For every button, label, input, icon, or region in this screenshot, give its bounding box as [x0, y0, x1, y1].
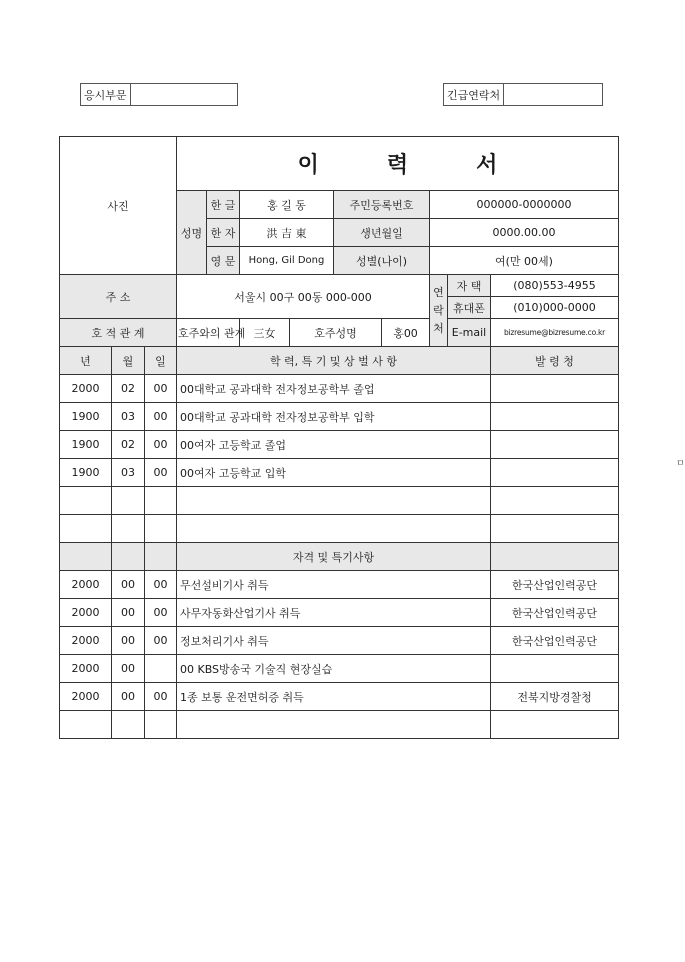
row-day: 00	[145, 403, 177, 431]
day-column-header: 일	[145, 347, 177, 375]
home-phone-label: 자 택	[448, 275, 491, 297]
row-description: 00 KBS방송국 기술직 현장실습	[177, 655, 491, 683]
address-label: 주 소	[60, 275, 177, 319]
row-month: 02	[112, 431, 145, 459]
mobile-phone-value: (010)000-0000	[491, 297, 619, 319]
table-row	[60, 655, 619, 683]
table-row	[60, 683, 619, 711]
english-name-value: Hong, Gil Dong	[240, 247, 334, 275]
row-month: 00	[112, 571, 145, 599]
emergency-contact-label: 긴급연락처	[444, 84, 504, 105]
rrn-label: 주민등록번호	[334, 191, 430, 219]
row-day: 00	[145, 459, 177, 487]
table-row	[60, 487, 112, 515]
row-month: 00	[112, 599, 145, 627]
edge-mark: ㅁ	[676, 459, 685, 469]
table-row	[60, 711, 112, 739]
head-relation-label: 호주와의 관계	[177, 319, 240, 347]
table-row	[60, 459, 619, 487]
resume-table	[59, 136, 619, 739]
table-row	[60, 599, 619, 627]
row-day: 00	[145, 627, 177, 655]
hangul-name-value: 홍 길 동	[240, 191, 334, 219]
table-row	[60, 431, 619, 459]
row-year: 1900	[60, 459, 112, 487]
education-column-header: 학 력, 특 기 및 상 벌 사 항	[177, 347, 491, 375]
table-row	[60, 375, 619, 403]
contact-label: 연 락 처	[430, 275, 448, 347]
qualifications-header: 자격 및 특기사항	[177, 543, 491, 571]
row-description: 정보처리기사 취득	[177, 627, 491, 655]
head-name-value: 홍00	[382, 319, 430, 347]
row-day: 00	[145, 431, 177, 459]
row-issuer: 한국산업인력공단	[491, 599, 619, 627]
row-issuer	[491, 431, 619, 459]
application-field-value[interactable]	[131, 84, 237, 105]
home-phone-value: (080)553-4955	[491, 275, 619, 297]
birth-date-label: 생년월일	[334, 219, 430, 247]
english-name-label: 영 문	[207, 247, 240, 275]
table-row	[60, 627, 619, 655]
row-day: 00	[145, 599, 177, 627]
row-day: 00	[145, 375, 177, 403]
row-description: 00여자 고등학교 졸업	[177, 431, 491, 459]
row-year: 2000	[60, 655, 112, 683]
row-issuer	[491, 655, 619, 683]
issuer-column-header: 발 령 청	[491, 347, 619, 375]
row-description: 00여자 고등학교 입학	[177, 459, 491, 487]
family-relation-label: 호 적 관 계	[60, 319, 177, 347]
row-year: 2000	[60, 627, 112, 655]
hanja-name-label: 한 자	[207, 219, 240, 247]
mobile-phone-label: 휴대폰	[448, 297, 491, 319]
row-month: 02	[112, 375, 145, 403]
row-issuer: 한국산업인력공단	[491, 571, 619, 599]
row-description: 1종 보통 운전면허증 취득	[177, 683, 491, 711]
row-issuer: 전북지방경찰청	[491, 683, 619, 711]
rrn-value: 000000-0000000	[430, 191, 619, 219]
row-issuer: 한국산업인력공단	[491, 627, 619, 655]
table-row	[60, 515, 112, 543]
row-issuer	[491, 403, 619, 431]
name-section-label: 성명	[177, 191, 207, 275]
emergency-contact-value[interactable]	[504, 84, 602, 105]
row-day	[145, 655, 177, 683]
row-month: 03	[112, 459, 145, 487]
row-month: 00	[112, 683, 145, 711]
row-day: 00	[145, 571, 177, 599]
row-month: 00	[112, 627, 145, 655]
row-year: 2000	[60, 599, 112, 627]
application-field-label: 응시부문	[81, 84, 131, 105]
hanja-name-value: 洪 吉 東	[240, 219, 334, 247]
gender-age-label: 성별(나이)	[334, 247, 430, 275]
row-description: 00대학교 공과대학 전자정보공학부 졸업	[177, 375, 491, 403]
row-year: 1900	[60, 431, 112, 459]
gender-age-value: 여(만 00세)	[430, 247, 619, 275]
table-row	[60, 403, 619, 431]
page-title: 이 력 서	[177, 137, 619, 191]
year-column-header: 년	[60, 347, 112, 375]
table-row	[60, 571, 619, 599]
row-year: 1900	[60, 403, 112, 431]
emergency-contact-box	[443, 83, 603, 106]
row-year: 2000	[60, 683, 112, 711]
row-description: 무선설비기사 취득	[177, 571, 491, 599]
row-year: 2000	[60, 375, 112, 403]
row-description: 사무자동화산업기사 취득	[177, 599, 491, 627]
row-year: 2000	[60, 571, 112, 599]
row-month: 03	[112, 403, 145, 431]
birth-date-value: 0000.00.00	[430, 219, 619, 247]
row-description: 00대학교 공과대학 전자정보공학부 입학	[177, 403, 491, 431]
application-field-box	[80, 83, 238, 106]
photo-cell: 사진	[60, 137, 177, 275]
head-relation-value: 三女	[240, 319, 290, 347]
email-label: E-mail	[448, 319, 491, 347]
row-issuer	[491, 459, 619, 487]
hangul-name-label: 한 글	[207, 191, 240, 219]
row-month: 00	[112, 655, 145, 683]
month-column-header: 월	[112, 347, 145, 375]
row-day: 00	[145, 683, 177, 711]
email-value: bizresume@bizresume.co.kr	[491, 319, 619, 347]
head-name-label: 호주성명	[290, 319, 382, 347]
address-value: 서울시 00구 00동 000-000	[177, 275, 430, 319]
row-issuer	[491, 375, 619, 403]
